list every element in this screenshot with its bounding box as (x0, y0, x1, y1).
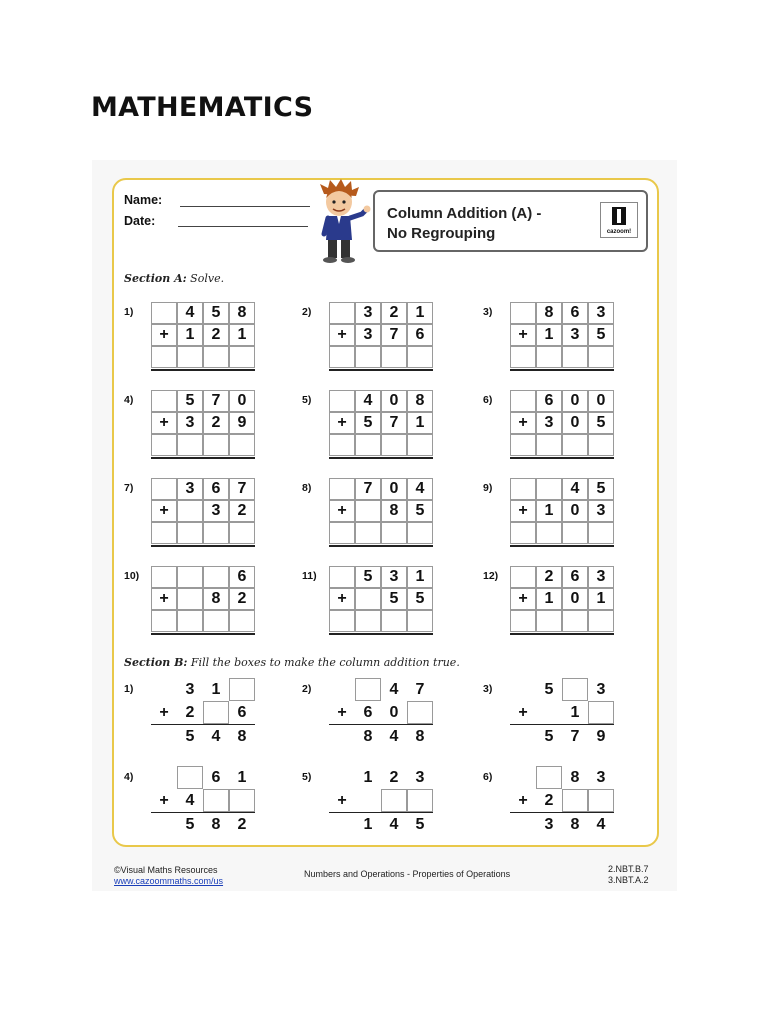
digit-cell: 4 (389, 681, 399, 698)
digit-cell: 4 (389, 728, 399, 745)
digit-cell: 0 (588, 390, 614, 412)
sum-line (329, 812, 433, 813)
answer-cell[interactable] (381, 346, 407, 368)
digit-cell: 3 (544, 816, 554, 833)
problem-number: 5) (302, 394, 312, 406)
digit-cell: 5 (203, 302, 229, 324)
digit-cell: 4 (562, 478, 588, 500)
answer-cell[interactable] (329, 610, 355, 632)
digit-cell: 6 (536, 390, 562, 412)
answer-cell[interactable] (203, 610, 229, 632)
answer-cell[interactable] (355, 522, 381, 544)
digit-cell: 0 (389, 704, 399, 721)
digit-cell: 2 (203, 324, 229, 346)
digit-cell (329, 725, 355, 748)
digit-cell (355, 588, 381, 610)
digit-cell: 7 (203, 390, 229, 412)
digit-cell: 4 (177, 302, 203, 324)
answer-cell[interactable] (510, 346, 536, 368)
plus-sign: + (329, 500, 355, 522)
digit-cell: 3 (381, 566, 407, 588)
digit-cell: 8 (203, 588, 229, 610)
digit-cell (510, 766, 536, 789)
answer-cell[interactable] (407, 346, 433, 368)
plus-sign: + (329, 324, 355, 346)
digit-cell (151, 302, 177, 324)
plus-sign: + (337, 792, 347, 809)
answer-cell[interactable] (510, 610, 536, 632)
digit-cell (510, 566, 536, 588)
problem-number: 3) (483, 683, 493, 695)
answer-cell[interactable] (229, 346, 255, 368)
digit-cell: 7 (570, 728, 580, 745)
digit-cell: 4 (185, 792, 195, 809)
digit-cell: 5 (588, 412, 614, 434)
answer-cell[interactable] (229, 522, 255, 544)
digit-cell: 5 (177, 390, 203, 412)
answer-cell[interactable] (407, 434, 433, 456)
answer-underline (510, 633, 614, 635)
digit-cell: 6 (562, 302, 588, 324)
problem-number: 1) (124, 306, 134, 318)
digit-cell: 3 (355, 324, 381, 346)
digit-cell (329, 813, 355, 836)
digit-cell: 5 (381, 588, 407, 610)
digit-cell: 3 (185, 681, 195, 698)
digit-cell: 0 (562, 588, 588, 610)
fill-in-box[interactable] (381, 789, 407, 812)
digit-cell (151, 766, 177, 789)
footer-standard-1: 2.NBT.B.7 (608, 864, 649, 874)
digit-cell: 5 (185, 728, 195, 745)
plus-sign: + (337, 704, 347, 721)
answer-cell[interactable] (536, 610, 562, 632)
digit-cell: 6 (229, 566, 255, 588)
digit-cell (151, 725, 177, 748)
date-line (178, 226, 308, 227)
plus-sign: + (151, 588, 177, 610)
digit-cell: 0 (381, 478, 407, 500)
answer-cell[interactable] (381, 434, 407, 456)
digit-cell: 2 (203, 412, 229, 434)
digit-cell: 1 (229, 324, 255, 346)
problem-number: 10) (124, 570, 140, 582)
digit-cell: 1 (570, 704, 580, 721)
answer-cell[interactable] (355, 610, 381, 632)
answer-underline (151, 369, 255, 371)
digit-cell: 3 (596, 769, 606, 786)
digit-cell: 3 (355, 302, 381, 324)
digit-cell: 6 (237, 704, 247, 721)
answer-cell[interactable] (536, 522, 562, 544)
answer-cell[interactable] (203, 346, 229, 368)
problem-number: 1) (124, 683, 134, 695)
sum-line (510, 724, 614, 725)
answer-underline (510, 369, 614, 371)
answer-cell[interactable] (381, 610, 407, 632)
answer-cell[interactable] (536, 346, 562, 368)
sum-line (510, 812, 614, 813)
worksheet-title-box (373, 190, 648, 252)
name-label: Name: (124, 193, 163, 207)
digit-cell: 1 (177, 324, 203, 346)
fill-in-box[interactable] (407, 789, 433, 812)
digit-cell (151, 813, 177, 836)
digit-cell: 5 (544, 728, 554, 745)
problem-number: 2) (302, 306, 312, 318)
digit-cell: 5 (407, 588, 433, 610)
digit-cell: 8 (363, 728, 373, 745)
digit-cell (329, 678, 355, 701)
plus-sign: + (151, 500, 177, 522)
digit-cell (151, 478, 177, 500)
digit-cell (329, 302, 355, 324)
name-line (180, 206, 310, 207)
answer-cell[interactable] (177, 346, 203, 368)
digit-cell: 1 (407, 412, 433, 434)
plus-sign: + (510, 500, 536, 522)
fill-in-box[interactable] (229, 678, 255, 701)
digit-cell: 3 (536, 412, 562, 434)
section-a-heading (124, 272, 224, 285)
digit-cell: 9 (596, 728, 606, 745)
digit-cell: 9 (229, 412, 255, 434)
problem-number: 11) (302, 570, 317, 582)
sum-line (329, 724, 433, 725)
digit-cell (151, 678, 177, 701)
plus-sign: + (151, 412, 177, 434)
digit-cell: 2 (237, 816, 247, 833)
digit-cell: 8 (415, 728, 425, 745)
answer-cell[interactable] (536, 434, 562, 456)
digit-cell: 7 (415, 681, 425, 698)
digit-cell: 1 (536, 324, 562, 346)
digit-cell: 5 (407, 500, 433, 522)
digit-cell: 0 (562, 390, 588, 412)
digit-cell: 3 (588, 566, 614, 588)
plus-sign: + (329, 412, 355, 434)
fill-in-box[interactable] (229, 789, 255, 812)
digit-cell (203, 566, 229, 588)
digit-cell: 1 (363, 816, 373, 833)
logo-text: cazoom! (606, 229, 632, 235)
answer-cell[interactable] (177, 610, 203, 632)
problem-number: 6) (483, 771, 493, 783)
digit-cell: 5 (588, 324, 614, 346)
digit-cell (510, 813, 536, 836)
answer-cell[interactable] (329, 522, 355, 544)
digit-cell: 1 (407, 302, 433, 324)
plus-sign: + (518, 792, 528, 809)
digit-cell: 8 (570, 816, 580, 833)
digit-cell: 7 (229, 478, 255, 500)
digit-cell: 0 (381, 390, 407, 412)
digit-cell: 3 (203, 500, 229, 522)
digit-cell: 8 (381, 500, 407, 522)
answer-cell[interactable] (151, 346, 177, 368)
digit-cell: 6 (562, 566, 588, 588)
page-heading: MATHEMATICS (91, 92, 314, 123)
digit-cell (329, 566, 355, 588)
digit-cell: 8 (229, 302, 255, 324)
digit-cell: 4 (389, 816, 399, 833)
answer-cell[interactable] (203, 522, 229, 544)
answer-cell[interactable] (588, 522, 614, 544)
digit-cell: 5 (185, 816, 195, 833)
problem-number: 5) (302, 771, 312, 783)
digit-cell: 5 (355, 566, 381, 588)
digit-cell (177, 500, 203, 522)
digit-cell: 4 (211, 728, 221, 745)
digit-cell: 7 (381, 412, 407, 434)
answer-cell[interactable] (407, 610, 433, 632)
answer-underline (151, 457, 255, 459)
digit-cell (510, 302, 536, 324)
fill-in-box[interactable] (407, 701, 433, 724)
fill-in-box[interactable] (562, 789, 588, 812)
digit-cell (177, 566, 203, 588)
digit-cell: 1 (407, 566, 433, 588)
digit-cell: 6 (407, 324, 433, 346)
digit-cell: 5 (544, 681, 554, 698)
answer-cell[interactable] (588, 610, 614, 632)
problem-number: 12) (483, 570, 499, 582)
plus-sign: + (518, 704, 528, 721)
digit-cell: 3 (415, 769, 425, 786)
answer-cell[interactable] (381, 522, 407, 544)
digit-cell: 0 (562, 500, 588, 522)
section-b-instruction: Fill the boxes to make the column addition true. (190, 656, 460, 669)
answer-underline (329, 369, 433, 371)
digit-cell: 0 (229, 390, 255, 412)
digit-cell (510, 678, 536, 701)
digit-cell: 3 (177, 412, 203, 434)
answer-underline (151, 545, 255, 547)
answer-cell[interactable] (329, 346, 355, 368)
answer-cell[interactable] (355, 434, 381, 456)
digit-cell: 8 (570, 769, 580, 786)
fill-in-box[interactable] (562, 678, 588, 701)
answer-cell[interactable] (329, 434, 355, 456)
digit-cell (329, 478, 355, 500)
digit-cell (536, 478, 562, 500)
plus-sign: + (510, 412, 536, 434)
digit-cell: 3 (588, 500, 614, 522)
problem-number: 4) (124, 771, 134, 783)
digit-cell (510, 725, 536, 748)
footer-standards (608, 864, 649, 886)
answer-cell[interactable] (562, 522, 588, 544)
digit-cell (510, 390, 536, 412)
answer-cell[interactable] (229, 434, 255, 456)
plus-sign: + (329, 588, 355, 610)
answer-cell[interactable] (177, 522, 203, 544)
digit-cell: 1 (211, 681, 221, 698)
digit-cell: 1 (363, 769, 373, 786)
digit-cell: 2 (185, 704, 195, 721)
digit-cell: 1 (536, 588, 562, 610)
digit-cell: 2 (389, 769, 399, 786)
digit-cell: 0 (562, 412, 588, 434)
section-b-label: Section B: (124, 656, 188, 669)
problem-number: 2) (302, 683, 312, 695)
answer-cell[interactable] (510, 434, 536, 456)
plus-sign: + (159, 704, 169, 721)
answer-underline (151, 633, 255, 635)
digit-cell: 5 (415, 816, 425, 833)
fill-in-box[interactable] (355, 678, 381, 701)
sum-line (151, 812, 255, 813)
digit-cell: 2 (536, 566, 562, 588)
digit-cell: 8 (237, 728, 247, 745)
digit-cell: 4 (355, 390, 381, 412)
answer-cell[interactable] (355, 346, 381, 368)
digit-cell: 7 (381, 324, 407, 346)
problem-number: 7) (124, 482, 134, 494)
digit-cell: 3 (588, 302, 614, 324)
digit-cell (510, 478, 536, 500)
digit-cell (151, 566, 177, 588)
worksheet-image (92, 160, 677, 891)
worksheet-title: Column Addition (A) - No Regrouping (387, 205, 542, 242)
plus-sign: + (510, 588, 536, 610)
answer-cell[interactable] (407, 522, 433, 544)
digit-cell: 2 (381, 302, 407, 324)
answer-cell[interactable] (177, 434, 203, 456)
answer-cell[interactable] (588, 346, 614, 368)
footer-center: Numbers and Operations - Properties of Operations (304, 869, 511, 879)
date-label: Date: (124, 214, 156, 228)
answer-cell[interactable] (229, 610, 255, 632)
answer-cell[interactable] (562, 434, 588, 456)
answer-cell[interactable] (151, 610, 177, 632)
digit-cell (329, 766, 355, 789)
digit-cell: 2 (229, 500, 255, 522)
digit-cell: 5 (355, 412, 381, 434)
footer-standard-2: 3.NBT.A.2 (608, 875, 649, 885)
digit-cell: 5 (588, 478, 614, 500)
fill-in-box[interactable] (203, 701, 229, 724)
digit-cell: 1 (237, 769, 247, 786)
digit-cell: 8 (407, 390, 433, 412)
fill-in-box[interactable] (588, 701, 614, 724)
section-a-label: Section A: (124, 272, 187, 285)
footer-link[interactable]: www.cazoommaths.com/us (114, 876, 224, 886)
digit-cell (355, 789, 381, 812)
digit-cell: 3 (177, 478, 203, 500)
digit-cell: 7 (355, 478, 381, 500)
answer-cell[interactable] (151, 434, 177, 456)
problem-number: 3) (483, 306, 493, 318)
sum-line (151, 724, 255, 725)
digit-cell: 1 (536, 500, 562, 522)
answer-cell[interactable] (562, 610, 588, 632)
answer-underline (510, 545, 614, 547)
answer-underline (510, 457, 614, 459)
digit-cell: 4 (596, 816, 606, 833)
fill-in-box[interactable] (536, 766, 562, 789)
footer-copyright: ©Visual Maths Resources (114, 865, 218, 875)
answer-cell[interactable] (151, 522, 177, 544)
digit-cell: 1 (588, 588, 614, 610)
digit-cell (329, 390, 355, 412)
section-a-instruction: Solve. (190, 272, 225, 285)
digit-cell: 6 (363, 704, 373, 721)
problem-number: 9) (483, 482, 493, 494)
digit-cell (536, 701, 562, 724)
problem-number: 4) (124, 394, 134, 406)
fill-in-box[interactable] (203, 789, 229, 812)
digit-cell: 2 (544, 792, 554, 809)
digit-cell: 3 (596, 681, 606, 698)
keyhole-icon (612, 207, 626, 225)
digit-cell: 2 (229, 588, 255, 610)
digit-cell: 6 (203, 478, 229, 500)
answer-cell[interactable] (510, 522, 536, 544)
answer-cell[interactable] (588, 434, 614, 456)
answer-cell[interactable] (203, 434, 229, 456)
plus-sign: + (510, 324, 536, 346)
digit-cell: 8 (536, 302, 562, 324)
footer-left (114, 865, 223, 887)
problem-number: 6) (483, 394, 493, 406)
digit-cell (177, 588, 203, 610)
answer-underline (329, 457, 433, 459)
answer-underline (329, 545, 433, 547)
digit-cell (355, 500, 381, 522)
digit-cell (151, 390, 177, 412)
boy-illustration-icon (314, 178, 374, 266)
cazoom-logo (600, 202, 638, 238)
plus-sign: + (159, 792, 169, 809)
fill-in-box[interactable] (588, 789, 614, 812)
problem-number: 8) (302, 482, 312, 494)
digit-cell: 6 (211, 769, 221, 786)
section-b-heading (124, 656, 460, 669)
fill-in-box[interactable] (177, 766, 203, 789)
answer-underline (329, 633, 433, 635)
digit-cell: 8 (211, 816, 221, 833)
digit-cell: 3 (562, 324, 588, 346)
answer-cell[interactable] (562, 346, 588, 368)
digit-cell: 4 (407, 478, 433, 500)
plus-sign: + (151, 324, 177, 346)
